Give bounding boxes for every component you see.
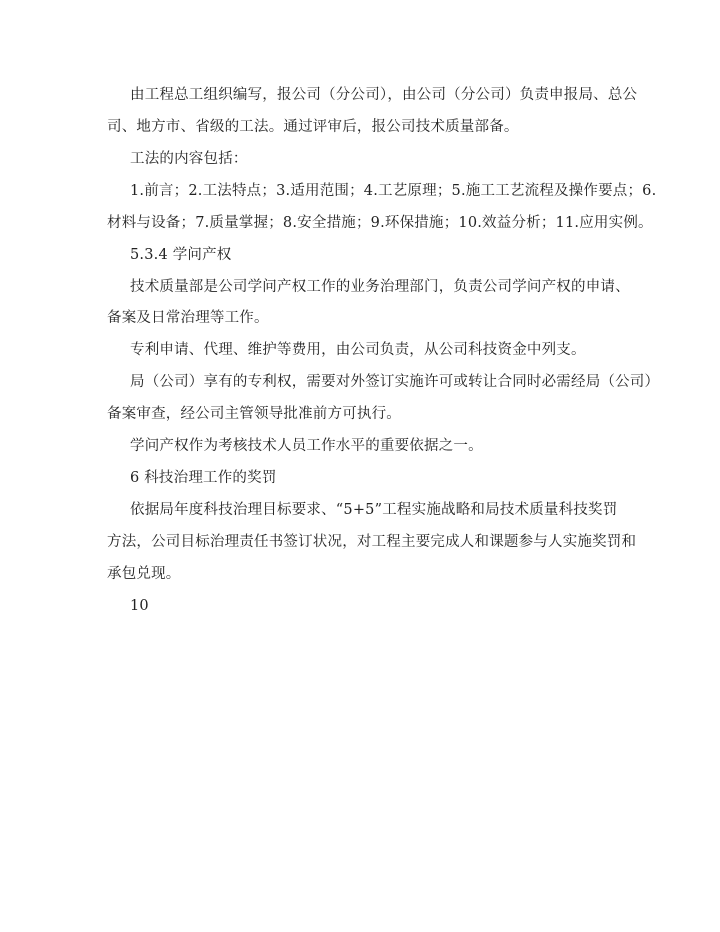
paragraph-line: 依据局年度科技治理目标要求、“5+5”工程实施战略和局技术质量科技奖罚 [130,502,618,518]
page-number: 10 [130,598,149,614]
paragraph-line: 备案审查，经公司主管领导批准前方可执行。 [107,406,401,422]
section-heading: 6 科技治理工作的奖罚 [130,470,277,486]
paragraph-line: 材料与设备；7.质量掌握；8.安全措施；9.环保措施；10.效益分析；11.应用实例。 [107,215,653,231]
paragraph-line: 承包兑现。 [107,566,181,582]
paragraph-line: 备案及日常治理等工作。 [107,310,269,326]
paragraph-line: 学问产权作为考核技术人员工作水平的重要依据之一。 [130,438,483,454]
paragraph-line: 司、地方市、省级的工法。通过评审后，报公司技术质量部备。 [107,119,519,135]
paragraph-line: 1.前言；2.工法特点；3.适用范围；4.工艺原理；5.施工工艺流程及操作要点；6. [130,183,657,199]
paragraph-line: 技术质量部是公司学问产权工作的业务治理部门，负责公司学问产权的申请、 [130,279,630,295]
paragraph-line: 局（公司）享有的专利权，需要对外签订实施许可或转让合同时必需经局（公司） [130,374,660,390]
paragraph-line: 方法，公司目标治理责任书签订状况，对工程主要完成人和课题参与人实施奖罚和 [107,534,637,550]
paragraph-line: 专利申请、代理、维护等费用，由公司负责，从公司科技资金中列支。 [130,342,586,358]
paragraph-line: 由工程总工组织编写，报公司（分公司），由公司（分公司）负责申报局、总公 [130,87,638,103]
paragraph-line: 工法的内容包括： [130,151,248,167]
section-heading: 5.3.4 学问产权 [130,247,232,263]
